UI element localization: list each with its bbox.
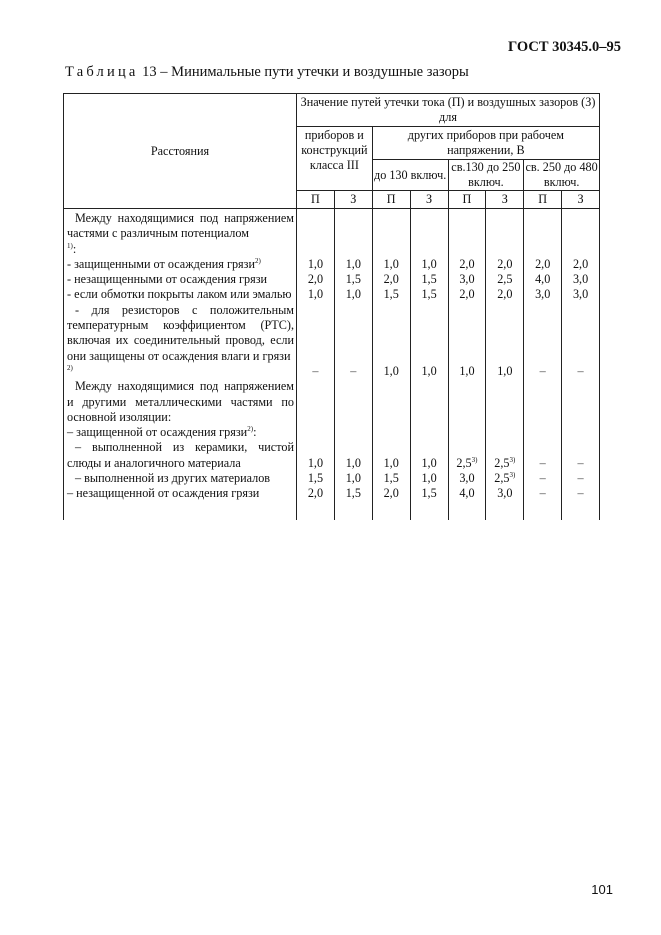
cell-value: 4,0 (459, 486, 475, 501)
cell-value: 2,5 (456, 455, 472, 470)
table-row (64, 486, 600, 501)
row-label-suffix: : (253, 425, 257, 440)
cell-value: 2,0 (383, 486, 399, 501)
empty-cell (334, 502, 372, 520)
value-cell (448, 303, 486, 379)
value-cell (486, 287, 524, 302)
footnote-ref: 2) (254, 256, 261, 265)
value-cell (562, 425, 600, 440)
row-label (64, 379, 297, 425)
footnote-ref: 1) (67, 241, 73, 250)
value-cell (372, 425, 410, 440)
cell-value: 3,0 (459, 272, 475, 287)
empty-cell (297, 502, 335, 520)
cell-value: 3,0 (497, 486, 513, 501)
value-cell (297, 272, 335, 287)
value-cell (562, 272, 600, 287)
range-head-3: св. 250 до 480 включ. (525, 160, 598, 189)
value-cell (486, 257, 524, 272)
table-tail-row (64, 502, 600, 520)
empty-cell (64, 502, 297, 520)
cell-value: 1,0 (383, 455, 399, 470)
row-label (64, 440, 297, 471)
row-label (64, 257, 297, 272)
value-cell (448, 471, 486, 486)
range-head-2: св.130 до 250 включ. (448, 160, 524, 191)
value-cell (297, 379, 335, 425)
z-head: З (410, 191, 448, 209)
cell-value: 2,0 (307, 272, 324, 287)
row-label (64, 425, 297, 440)
cell-value: 1,0 (345, 256, 361, 271)
value-cell (410, 440, 448, 471)
value-cell (524, 209, 562, 257)
cell-value: 2,5 (497, 272, 513, 287)
value-cell (486, 272, 524, 287)
cell-value: 1,0 (459, 363, 475, 378)
cell-value: – (577, 471, 584, 486)
value-cell (448, 440, 486, 471)
value-cell (410, 471, 448, 486)
cell-value: 1,0 (497, 363, 513, 378)
value-cell (297, 440, 335, 471)
value-cell (334, 272, 372, 287)
value-cell (410, 257, 448, 272)
value-cell (372, 303, 410, 379)
group-head: Значение путей утечки тока (П) и воздушных зазоров (З) для (297, 94, 600, 127)
value-cell (524, 272, 562, 287)
value-cell (372, 209, 410, 257)
value-cell (562, 471, 600, 486)
document-header: ГОСТ 30345.0–95 (508, 39, 621, 55)
table-row (64, 272, 600, 287)
value-cell (334, 379, 372, 425)
value-cell (372, 486, 410, 501)
value-cell (486, 303, 524, 379)
value-cell (297, 471, 335, 486)
value-cell (334, 471, 372, 486)
value-cell (410, 272, 448, 287)
cell-value: 1,0 (383, 256, 399, 271)
other-devices-head: других приборов при рабочем напряжении, В (372, 127, 599, 160)
value-cell (334, 303, 372, 379)
class3-head: приборов и конструкций класса III (297, 127, 373, 191)
p-head: П (297, 191, 335, 209)
value-cell (562, 209, 600, 257)
table-row (64, 209, 600, 257)
z-head: З (334, 191, 372, 209)
caption-text: 13 – Минимальные пути утечки и воздушные зазоры (142, 64, 469, 80)
cell-value: – (539, 471, 546, 486)
value-cell (297, 303, 335, 379)
value-cell (448, 209, 486, 257)
row-label (64, 272, 297, 287)
table-row (64, 440, 600, 471)
cell-value: 1,5 (307, 471, 324, 486)
cell-value: – (350, 363, 357, 378)
row-label-text: - если обмотки покрыты лаком или эмалью (67, 287, 292, 302)
value-cell (486, 471, 524, 486)
cell-value: – (539, 455, 546, 470)
cell-value: 3,0 (572, 287, 589, 302)
value-cell (334, 257, 372, 272)
cell-value: – (539, 363, 546, 378)
page-number: 101 (591, 882, 613, 897)
value-cell (410, 287, 448, 302)
value-cell (562, 303, 600, 379)
clearance-table (63, 93, 600, 520)
cell-value: 1,0 (345, 471, 361, 486)
table-row (64, 425, 600, 440)
value-cell (297, 486, 335, 501)
table-body (64, 209, 600, 520)
value-cell (524, 303, 562, 379)
cell-value: 1,0 (421, 471, 437, 486)
row-label-text: – защищенной от осаждения грязи (67, 425, 248, 440)
cell-value: 1,5 (345, 272, 361, 287)
value-cell (486, 440, 524, 471)
cell-value: 1,5 (421, 272, 437, 287)
z-head: З (562, 191, 600, 209)
cell-value: 2,0 (383, 272, 399, 287)
table-caption (65, 64, 469, 81)
cell-value: 2,0 (497, 287, 513, 302)
range-head-1: до 130 включ. (372, 160, 448, 191)
value-cell (524, 257, 562, 272)
cell-value: – (577, 486, 584, 501)
table-row (64, 287, 600, 302)
cell-value: 2,0 (307, 486, 324, 501)
row-label-suffix: : (72, 241, 77, 256)
footnote-ref: 2) (247, 425, 254, 434)
cell-value: 2,0 (572, 256, 589, 271)
row-label-text: - незащищенными от осаждения грязи (67, 272, 268, 287)
value-cell (524, 486, 562, 501)
value-cell (372, 272, 410, 287)
table-row (64, 471, 600, 486)
value-cell (524, 440, 562, 471)
cell-value: 1,0 (345, 455, 361, 470)
caption-prefix: Таблица (65, 64, 139, 80)
value-cell (334, 440, 372, 471)
value-cell (562, 287, 600, 302)
p-head: П (372, 191, 410, 209)
footnote-ref: 3) (509, 455, 516, 464)
cell-value: – (312, 363, 319, 378)
value-cell (448, 287, 486, 302)
footnote-ref: 3) (509, 470, 516, 479)
cell-value: – (539, 486, 546, 501)
z-head: З (486, 191, 524, 209)
value-cell (372, 471, 410, 486)
value-cell (562, 257, 600, 272)
value-cell (448, 257, 486, 272)
cell-value: 1,0 (307, 287, 324, 302)
p-head: П (448, 191, 486, 209)
cell-value: 1,0 (307, 256, 324, 271)
cell-value: 1,0 (421, 363, 437, 378)
value-cell (524, 287, 562, 302)
row-label-text: - для резисторов с положительным температурным коэффициентом (PTC), включая их соединительный провод, если они защищены от осаждения влаги и грязи (67, 302, 294, 363)
value-cell (486, 209, 524, 257)
value-cell (562, 440, 600, 471)
cell-value: 2,0 (459, 256, 475, 271)
value-cell (372, 379, 410, 425)
value-cell (372, 287, 410, 302)
value-cell (334, 486, 372, 501)
cell-value: 4,0 (535, 272, 551, 287)
footnote-ref: 3) (471, 455, 478, 464)
row-label-text: – выполненной из других материалов (75, 471, 271, 486)
value-cell (372, 440, 410, 471)
row-label-text: Между находящимися под напряжением и другими металлическими частями по основной изоляции: (67, 379, 294, 424)
row-label (64, 486, 297, 501)
value-cell (486, 425, 524, 440)
value-cell (410, 425, 448, 440)
value-cell (334, 425, 372, 440)
empty-cell (410, 502, 448, 520)
value-cell (448, 272, 486, 287)
p-head: П (524, 191, 562, 209)
row-label-text: – выполненной из керамики, чистой слюды и аналогичного материала (67, 440, 294, 470)
cell-value: 2,0 (535, 256, 551, 271)
cell-value: 2,5 (494, 471, 510, 486)
col-head-distances: Расстояния (64, 94, 297, 209)
value-cell (562, 379, 600, 425)
empty-cell (524, 502, 562, 520)
value-cell (448, 425, 486, 440)
value-cell (372, 257, 410, 272)
value-cell (334, 287, 372, 302)
cell-value: 1,5 (421, 287, 437, 302)
cell-value: 1,5 (421, 486, 437, 501)
table-row (64, 379, 600, 425)
table-row (64, 303, 600, 379)
row-label (64, 287, 297, 302)
cell-value: 1,0 (383, 363, 399, 378)
footnote-ref: 2) (67, 363, 73, 372)
value-cell (486, 379, 524, 425)
row-label-text: Между находящимися под напряжением частями с различным потенциалом (67, 211, 294, 241)
empty-cell (562, 502, 600, 520)
value-cell (524, 379, 562, 425)
cell-value: 2,0 (497, 256, 513, 271)
cell-value: – (577, 363, 584, 378)
cell-value: 3,0 (572, 272, 589, 287)
value-cell (448, 486, 486, 501)
cell-value: 3,0 (459, 471, 475, 486)
table-row (64, 257, 600, 272)
cell-value: 1,0 (345, 287, 361, 302)
cell-value: 1,0 (421, 256, 437, 271)
cell-value: 1,0 (307, 455, 324, 470)
cell-value: 1,5 (345, 486, 361, 501)
empty-cell (448, 502, 486, 520)
cell-value: 3,0 (535, 287, 551, 302)
value-cell (448, 379, 486, 425)
value-cell (524, 425, 562, 440)
cell-value: 2,0 (459, 287, 475, 302)
value-cell (334, 209, 372, 257)
row-label (64, 303, 297, 379)
cell-value: 1,5 (383, 287, 399, 302)
value-cell (297, 425, 335, 440)
row-label-text: – незащищенной от осаждения грязи (67, 486, 260, 501)
value-cell (410, 486, 448, 501)
value-cell (410, 209, 448, 257)
value-cell (486, 486, 524, 501)
value-cell (297, 287, 335, 302)
cell-value: 2,5 (494, 455, 510, 470)
value-cell (562, 486, 600, 501)
cell-value: 1,5 (383, 471, 399, 486)
value-cell (297, 257, 335, 272)
cell-value: 1,0 (421, 455, 437, 470)
empty-cell (372, 502, 410, 520)
row-label (64, 209, 297, 257)
cell-value: – (577, 455, 584, 470)
value-cell (410, 379, 448, 425)
value-cell (410, 303, 448, 379)
row-label (64, 471, 297, 486)
value-cell (524, 471, 562, 486)
empty-cell (486, 502, 524, 520)
row-label-text: - защищенными от осаждения грязи (67, 256, 255, 271)
value-cell (297, 209, 335, 257)
